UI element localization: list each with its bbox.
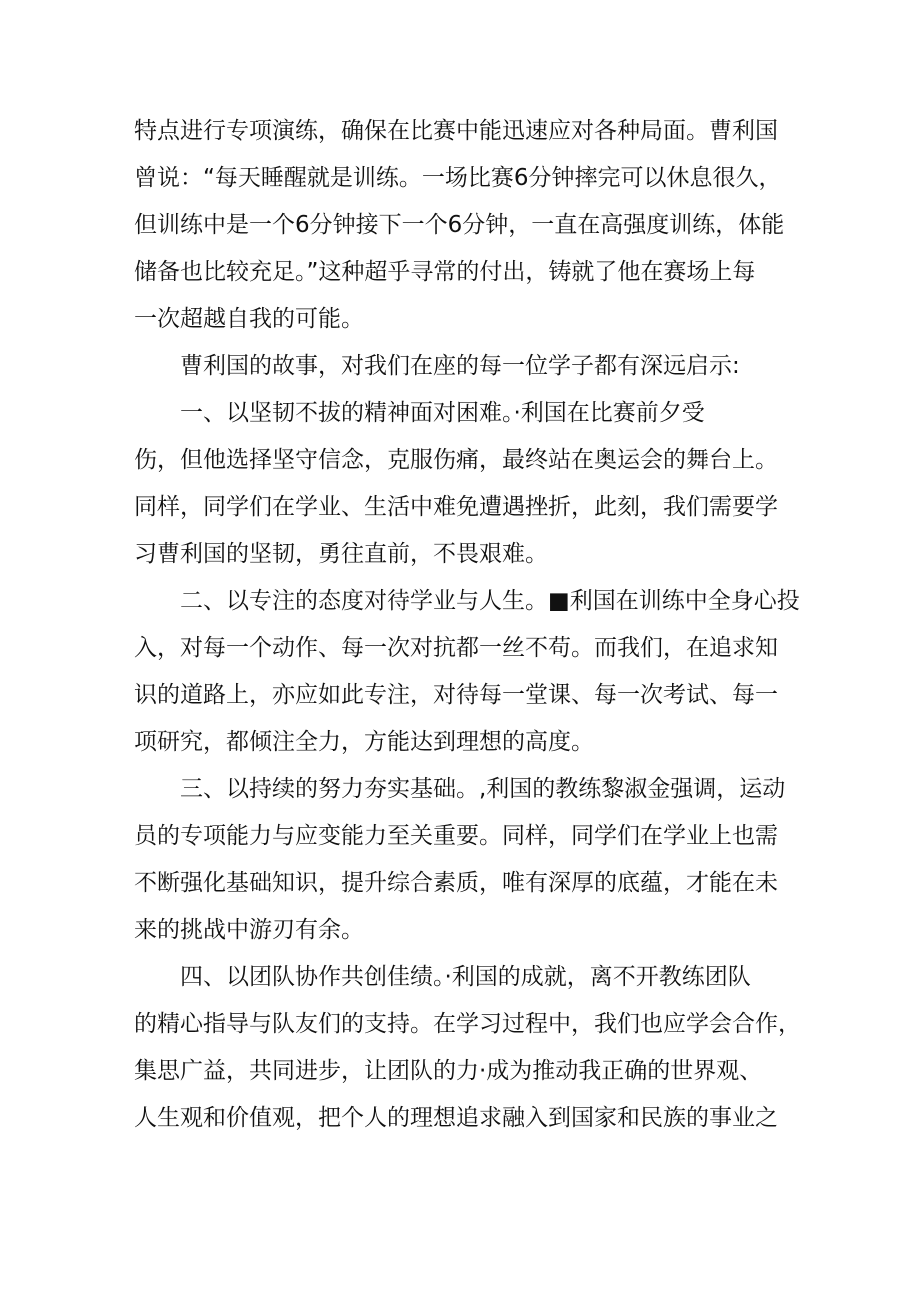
text-line-6: 曹利国的故事，对我们在座的每一位学子都有深远启示: [180,353,740,379]
text-line-20: 的精心指导与队友们的支持。在学习过程中，我们也应学会合作， [134,1011,801,1037]
text-line-13: 识的道路上，亦应如此专注，对待每一堂课、每一次考试、每一 [134,682,778,708]
text-line-3: 但训练中是一个6分钟接下一个6分钟，一直在高强度训练，体能 [134,212,785,238]
text-line-2: 曾说：“每天睡醒就是训练。一场比赛6分钟摔完可以休息很久， [134,165,782,191]
text-line-4: 储备也比较充足。”这种超乎寻常的付出，铸就了他在赛场上每 [134,259,756,285]
text-line-16: 员的专项能力与应变能力至关重要。同样，同学们在学业上也需 [134,823,778,849]
body-text [134,108,801,1142]
text-line-14: 项研究，都倾注全力，方能达到理想的高度。 [134,729,594,755]
text-line-21: 集思广益，共同进步，让团队的力·成为推动我正确的世界观、 [134,1058,763,1084]
text-line-12: 入，对每一个动作、每一次对抗都一丝不苟。而我们，在追求知 [134,635,778,661]
text-line-10: 习曹利国的坚韧，勇往直前，不畏艰难。 [134,541,548,567]
text-line-17: 不断强化基础知识，提升综合素质，唯有深厚的底蕴，才能在未 [134,870,778,896]
text-line-11: 二、以专注的态度对待学业与人生。■利国在训练中全身心投 [180,588,800,614]
text-line-22: 人生观和价值观，把个人的理想追求融入到国家和民族的事业之 [134,1105,778,1131]
text-line-15: 三、以持续的努力夯实基础。,利国的教练黎淑金强调，运动 [180,776,786,802]
text-line-19: 四、以团队协作共创佳绩。·利国的成就，离不开教练团队 [180,964,751,990]
text-line-5: 一次超越自我的可能。 [134,306,364,332]
text-line-8: 伤，但他选择坚守信念，克服伤痛，最终站在奥运会的舞台上。 [134,447,778,473]
text-line-1: 特点进行专项演练，确保在比赛中能迅速应对各种局面。曹利国 [134,118,778,144]
text-line-18: 来的挑战中游刃有余。 [134,917,364,943]
text-line-7: 一、以坚韧不拔的精神面对困难。·利国在比赛前夕受 [180,400,705,426]
text-line-9: 同样，同学们在学业、生活中难免遭遇挫折，此刻，我们需要学 [134,494,778,520]
